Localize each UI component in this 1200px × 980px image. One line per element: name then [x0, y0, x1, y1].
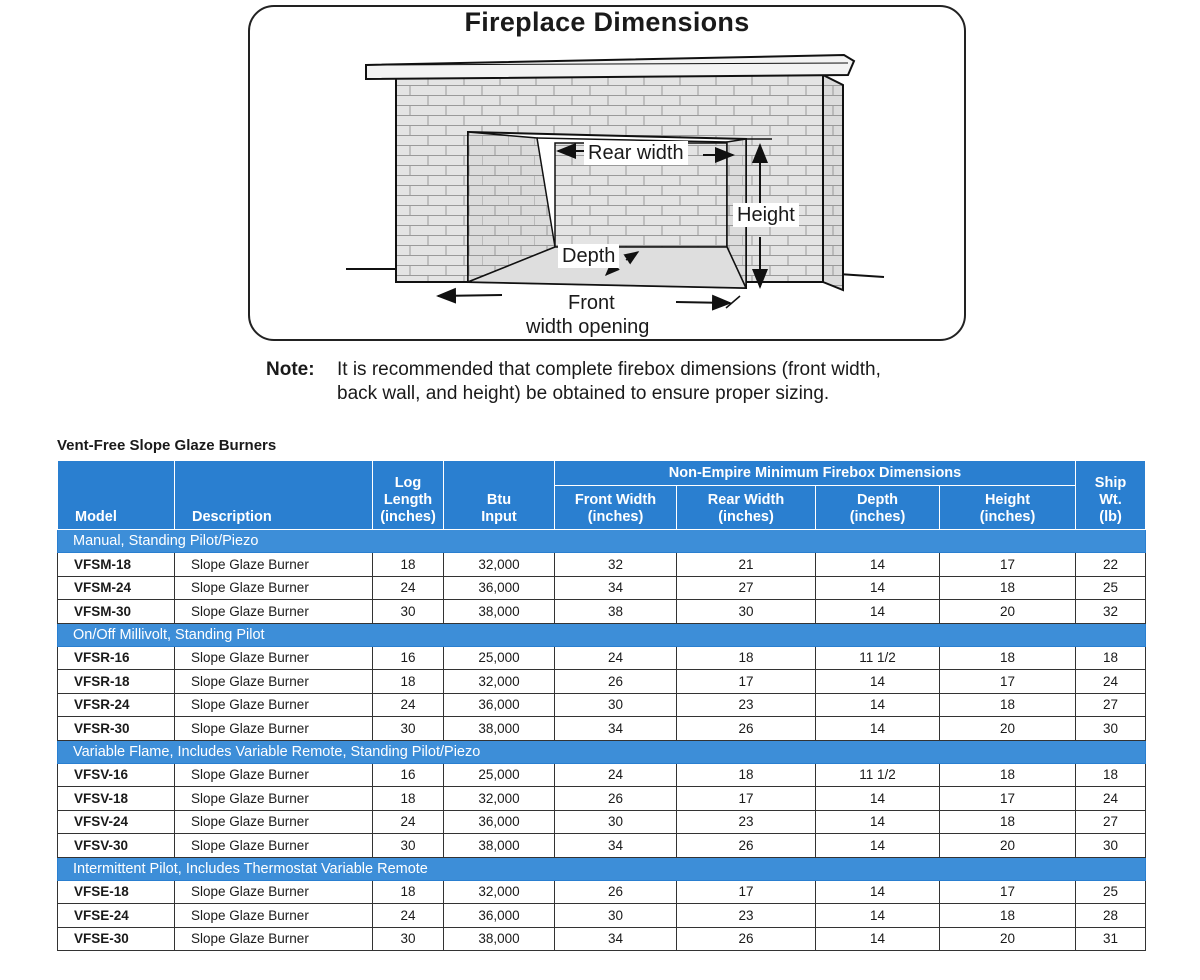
cell-description: Slope Glaze Burner: [175, 834, 373, 858]
header-model: Model: [58, 461, 175, 530]
cell-ship-weight: 27: [1076, 693, 1146, 717]
note-label: Note:: [266, 359, 315, 380]
cell-model: VFSM-24: [58, 576, 175, 600]
cell-depth: 14: [816, 670, 940, 694]
cell-depth: 11 1/2: [816, 646, 940, 670]
group-label: Intermittent Pilot, Includes Thermostat Variable Remote: [58, 857, 1146, 880]
cell-ship-weight: 25: [1076, 576, 1146, 600]
cell-front-width: 34: [555, 834, 677, 858]
cell-description: Slope Glaze Burner: [175, 717, 373, 741]
cell-rear-width: 18: [677, 763, 816, 787]
group-row: [58, 740, 1146, 763]
cell-height: 17: [940, 670, 1076, 694]
height-label: Height: [733, 203, 799, 227]
table-row: [58, 693, 1146, 717]
table-row: [58, 576, 1146, 600]
cell-log-length: 18: [373, 670, 444, 694]
table-row: [58, 880, 1146, 904]
header-ship-weight: Ship Wt. (lb): [1076, 461, 1146, 530]
cell-log-length: 18: [373, 880, 444, 904]
cell-depth: 14: [816, 600, 940, 624]
cell-btu-input: 32,000: [444, 553, 555, 577]
cell-model: VFSM-30: [58, 600, 175, 624]
cell-front-width: 26: [555, 880, 677, 904]
cell-front-width: 34: [555, 717, 677, 741]
cell-front-width: 34: [555, 927, 677, 951]
front-label-line1: Front: [568, 292, 615, 314]
table-row: [58, 763, 1146, 787]
cell-description: Slope Glaze Burner: [175, 600, 373, 624]
cell-btu-input: 25,000: [444, 646, 555, 670]
cell-height: 17: [940, 880, 1076, 904]
cell-ship-weight: 24: [1076, 787, 1146, 811]
cell-depth: 14: [816, 810, 940, 834]
cell-description: Slope Glaze Burner: [175, 787, 373, 811]
cell-ship-weight: 18: [1076, 763, 1146, 787]
table-row: [58, 670, 1146, 694]
cell-description: Slope Glaze Burner: [175, 670, 373, 694]
group-label: Variable Flame, Includes Variable Remote, Standing Pilot/Piezo: [58, 740, 1146, 763]
cell-depth: 14: [816, 787, 940, 811]
cell-front-width: 34: [555, 576, 677, 600]
cell-height: 18: [940, 763, 1076, 787]
cell-height: 18: [940, 904, 1076, 928]
cell-height: 18: [940, 646, 1076, 670]
cell-btu-input: 36,000: [444, 810, 555, 834]
cell-rear-width: 23: [677, 810, 816, 834]
cell-height: 18: [940, 576, 1076, 600]
cell-height: 17: [940, 787, 1076, 811]
cell-model: VFSR-24: [58, 693, 175, 717]
note-line-1: It is recommended that complete firebox dimensions (front width,: [337, 359, 881, 380]
cell-log-length: 24: [373, 576, 444, 600]
cell-log-length: 30: [373, 717, 444, 741]
cell-height: 20: [940, 927, 1076, 951]
cell-model: VFSV-16: [58, 763, 175, 787]
cell-btu-input: 36,000: [444, 904, 555, 928]
cell-height: 17: [940, 553, 1076, 577]
burner-spec-table: [57, 460, 1146, 951]
cell-btu-input: 38,000: [444, 600, 555, 624]
cell-rear-width: 17: [677, 880, 816, 904]
cell-model: VFSV-18: [58, 787, 175, 811]
cell-depth: 14: [816, 553, 940, 577]
table-row: [58, 904, 1146, 928]
cell-ship-weight: 31: [1076, 927, 1146, 951]
cell-ship-weight: 22: [1076, 553, 1146, 577]
cell-log-length: 30: [373, 600, 444, 624]
cell-description: Slope Glaze Burner: [175, 693, 373, 717]
header-log-length: Log Length (inches): [373, 461, 444, 530]
cell-front-width: 26: [555, 787, 677, 811]
cell-log-length: 30: [373, 834, 444, 858]
cell-rear-width: 26: [677, 717, 816, 741]
cell-depth: 14: [816, 717, 940, 741]
table-row: [58, 646, 1146, 670]
cell-height: 18: [940, 693, 1076, 717]
header-rear-width: Rear Width (inches): [677, 486, 816, 530]
cell-model: VFSE-30: [58, 927, 175, 951]
cell-rear-width: 27: [677, 576, 816, 600]
cell-description: Slope Glaze Burner: [175, 646, 373, 670]
table-row: [58, 600, 1146, 624]
cell-description: Slope Glaze Burner: [175, 763, 373, 787]
diagram-title: Fireplace Dimensions: [464, 7, 750, 37]
cell-log-length: 24: [373, 904, 444, 928]
cell-height: 20: [940, 834, 1076, 858]
header-front-width: Front Width (inches): [555, 486, 677, 530]
cell-rear-width: 17: [677, 670, 816, 694]
front-label-line2: width opening: [526, 316, 650, 338]
cell-btu-input: 38,000: [444, 927, 555, 951]
table-row: [58, 927, 1146, 951]
cell-depth: 14: [816, 927, 940, 951]
cell-ship-weight: 30: [1076, 717, 1146, 741]
cell-height: 18: [940, 810, 1076, 834]
cell-front-width: 30: [555, 693, 677, 717]
table-row: [58, 717, 1146, 741]
cell-log-length: 24: [373, 810, 444, 834]
cell-depth: 14: [816, 576, 940, 600]
cell-rear-width: 23: [677, 904, 816, 928]
header-height: Height (inches): [940, 486, 1076, 530]
cell-front-width: 30: [555, 904, 677, 928]
depth-label: Depth: [558, 244, 619, 268]
cell-depth: 11 1/2: [816, 763, 940, 787]
cell-description: Slope Glaze Burner: [175, 810, 373, 834]
cell-btu-input: 32,000: [444, 880, 555, 904]
group-row: [58, 623, 1146, 646]
cell-front-width: 32: [555, 553, 677, 577]
cell-btu-input: 38,000: [444, 717, 555, 741]
cell-height: 20: [940, 600, 1076, 624]
cell-log-length: 16: [373, 646, 444, 670]
cell-btu-input: 32,000: [444, 787, 555, 811]
header-btu-input: Btu Input: [444, 461, 555, 530]
cell-height: 20: [940, 717, 1076, 741]
group-row: [58, 530, 1146, 553]
table-body: [58, 530, 1146, 951]
table-row: [58, 834, 1146, 858]
cell-rear-width: 26: [677, 927, 816, 951]
cell-description: Slope Glaze Burner: [175, 576, 373, 600]
cell-model: VFSR-30: [58, 717, 175, 741]
cell-depth: 14: [816, 904, 940, 928]
cell-model: VFSR-18: [58, 670, 175, 694]
cell-model: VFSE-24: [58, 904, 175, 928]
cell-log-length: 18: [373, 553, 444, 577]
cell-ship-weight: 28: [1076, 904, 1146, 928]
cell-description: Slope Glaze Burner: [175, 553, 373, 577]
note-line-2: back wall, and height) be obtained to ensure proper sizing.: [337, 383, 830, 404]
cell-description: Slope Glaze Burner: [175, 880, 373, 904]
cell-rear-width: 30: [677, 600, 816, 624]
cell-model: VFSR-16: [58, 646, 175, 670]
rear-width-label: Rear width: [584, 141, 688, 165]
table-title: Vent-Free Slope Glaze Burners: [57, 437, 277, 454]
cell-description: Slope Glaze Burner: [175, 927, 373, 951]
cell-btu-input: 32,000: [444, 670, 555, 694]
cell-ship-weight: 25: [1076, 880, 1146, 904]
group-label: Manual, Standing Pilot/Piezo: [58, 530, 1146, 553]
cell-ship-weight: 24: [1076, 670, 1146, 694]
table-row: [58, 810, 1146, 834]
cell-rear-width: 23: [677, 693, 816, 717]
cell-log-length: 16: [373, 763, 444, 787]
cell-rear-width: 18: [677, 646, 816, 670]
group-row: [58, 857, 1146, 880]
table-row: [58, 787, 1146, 811]
cell-model: VFSV-24: [58, 810, 175, 834]
cell-model: VFSV-30: [58, 834, 175, 858]
cell-depth: 14: [816, 693, 940, 717]
cell-log-length: 30: [373, 927, 444, 951]
cell-rear-width: 17: [677, 787, 816, 811]
cell-front-width: 38: [555, 600, 677, 624]
cell-model: VFSE-18: [58, 880, 175, 904]
cell-ship-weight: 18: [1076, 646, 1146, 670]
cell-ship-weight: 27: [1076, 810, 1146, 834]
cell-log-length: 24: [373, 693, 444, 717]
cell-model: VFSM-18: [58, 553, 175, 577]
group-label: On/Off Millivolt, Standing Pilot: [58, 623, 1146, 646]
cell-rear-width: 26: [677, 834, 816, 858]
cell-depth: 14: [816, 834, 940, 858]
cell-btu-input: 25,000: [444, 763, 555, 787]
header-description: Description: [175, 461, 373, 530]
header-firebox-group: Non-Empire Minimum Firebox Dimensions: [555, 461, 1076, 486]
header-depth: Depth (inches): [816, 486, 940, 530]
cell-rear-width: 21: [677, 553, 816, 577]
cell-btu-input: 36,000: [444, 693, 555, 717]
cell-front-width: 30: [555, 810, 677, 834]
cell-front-width: 24: [555, 763, 677, 787]
cell-front-width: 24: [555, 646, 677, 670]
cell-ship-weight: 30: [1076, 834, 1146, 858]
cell-btu-input: 36,000: [444, 576, 555, 600]
table-row: [58, 553, 1146, 577]
cell-ship-weight: 32: [1076, 600, 1146, 624]
cell-btu-input: 38,000: [444, 834, 555, 858]
cell-description: Slope Glaze Burner: [175, 904, 373, 928]
cell-front-width: 26: [555, 670, 677, 694]
cell-depth: 14: [816, 880, 940, 904]
cell-log-length: 18: [373, 787, 444, 811]
